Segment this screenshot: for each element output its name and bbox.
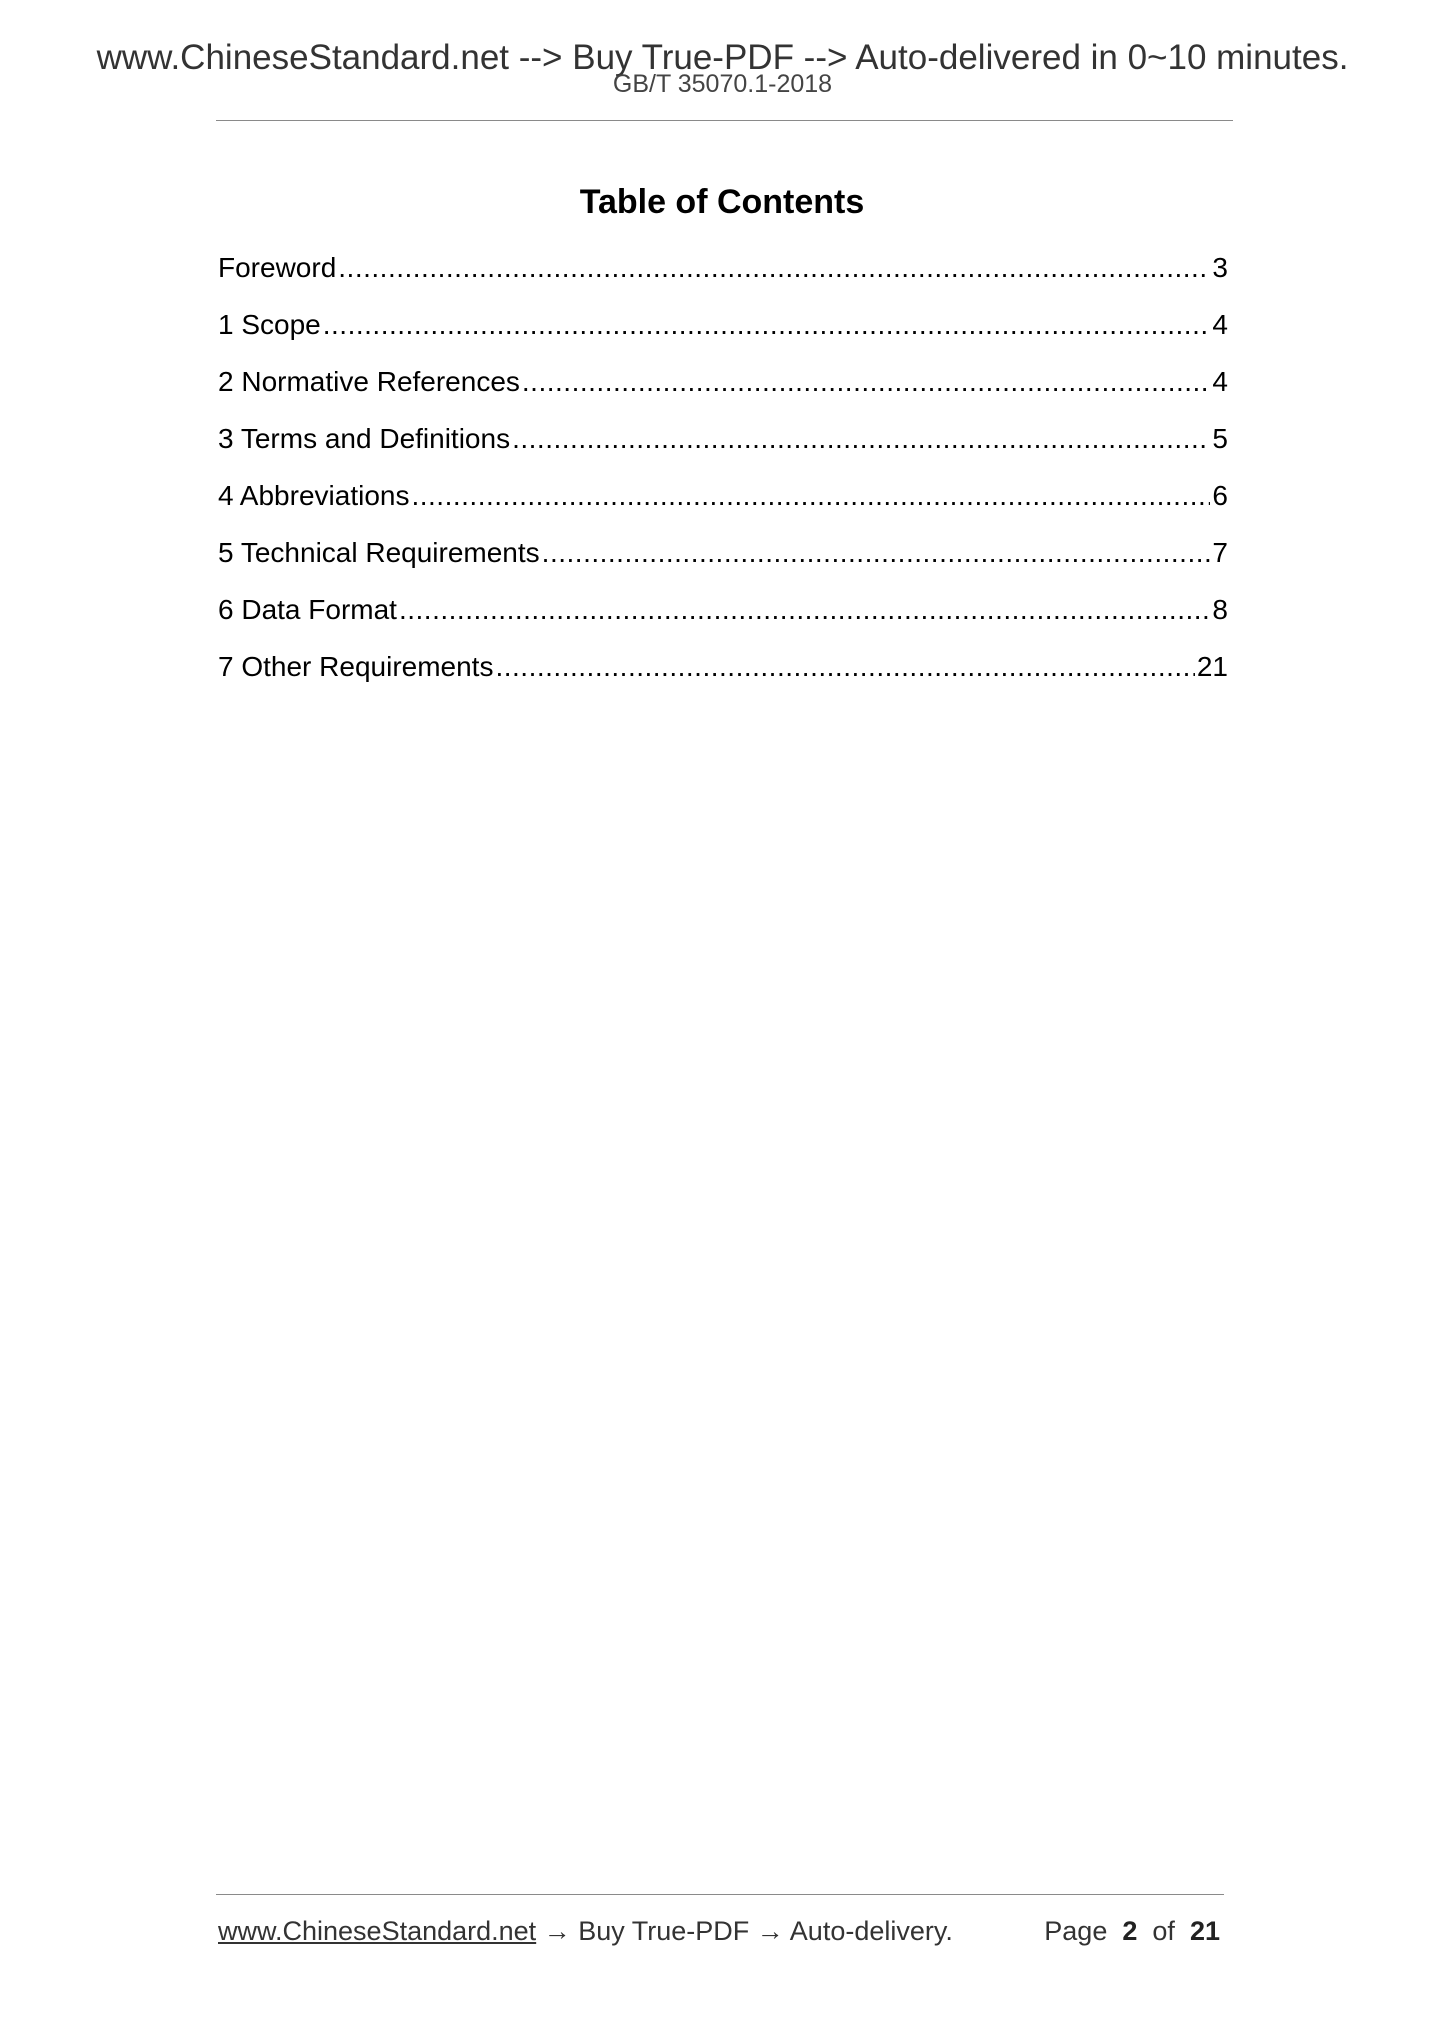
table-of-contents: [218, 252, 1228, 708]
toc-dot-leader: [411, 480, 1210, 512]
toc-entry-technical-requirements[interactable]: [218, 537, 1228, 594]
toc-title: Table of Contents: [579, 183, 865, 221]
page-current: 2: [1122, 1916, 1138, 1946]
footer-divider: [216, 1894, 1224, 1895]
toc-entry-label: 1 Scope: [218, 309, 321, 340]
toc-entry-label: 5 Technical Requirements: [218, 537, 540, 568]
site-banner: www.ChineseStandard.net --> Buy True-PDF --> Auto-delivered in 0~10 minutes.: [96, 38, 1349, 77]
toc-entry-label: 6 Data Format: [218, 594, 397, 625]
toc-entry-page: 8: [1212, 594, 1228, 625]
document-code: GB/T 35070.1-2018: [612, 70, 833, 98]
header-divider: [216, 120, 1233, 121]
toc-entry-page: 4: [1212, 366, 1228, 397]
toc-entry-data-format[interactable]: [218, 594, 1228, 651]
toc-entry-scope[interactable]: [218, 309, 1228, 366]
page-number: [1044, 1914, 1220, 1948]
footer-site-link[interactable]: www.ChineseStandard.net: [218, 1916, 537, 1946]
page-total: 21: [1189, 1916, 1220, 1946]
toc-entry-page: 6: [1212, 480, 1228, 511]
toc-dot-leader: [399, 594, 1210, 626]
footer-buy-text: Buy True-PDF: [578, 1916, 750, 1946]
toc-entry-label: Foreword: [218, 252, 337, 283]
toc-entry-page: 7: [1212, 537, 1228, 568]
arrow-right-icon: →: [756, 1916, 784, 1946]
toc-entry-label: 4 Abbreviations: [218, 480, 410, 511]
toc-entry-abbreviations[interactable]: [218, 480, 1228, 537]
page-footer: [218, 1914, 1220, 1950]
toc-entry-page: 3: [1212, 252, 1228, 283]
page-word: Page: [1044, 1916, 1108, 1946]
toc-entry-label: 2 Normative References: [218, 366, 520, 397]
toc-entry-page: 21: [1196, 651, 1228, 682]
arrow-right-icon: →: [543, 1916, 571, 1946]
toc-entry-page: 4: [1212, 309, 1228, 340]
toc-dot-leader: [522, 366, 1211, 398]
toc-entry-terms-and-definitions[interactable]: [218, 423, 1228, 480]
footer-promo: [218, 1914, 953, 1948]
of-word: of: [1152, 1916, 1175, 1946]
toc-entry-page: 5: [1212, 423, 1228, 454]
toc-entry-normative-references[interactable]: [218, 366, 1228, 423]
toc-entry-foreword[interactable]: [218, 252, 1228, 309]
toc-dot-leader: [338, 252, 1210, 284]
footer-delivery-text: Auto-delivery.: [789, 1916, 953, 1946]
toc-entry-other-requirements[interactable]: [218, 651, 1228, 708]
toc-dot-leader: [323, 309, 1211, 341]
toc-dot-leader: [495, 651, 1194, 683]
toc-entry-label: 7 Other Requirements: [218, 651, 494, 682]
toc-entry-label: 3 Terms and Definitions: [218, 423, 511, 454]
toc-dot-leader: [542, 537, 1211, 569]
toc-dot-leader: [512, 423, 1210, 455]
